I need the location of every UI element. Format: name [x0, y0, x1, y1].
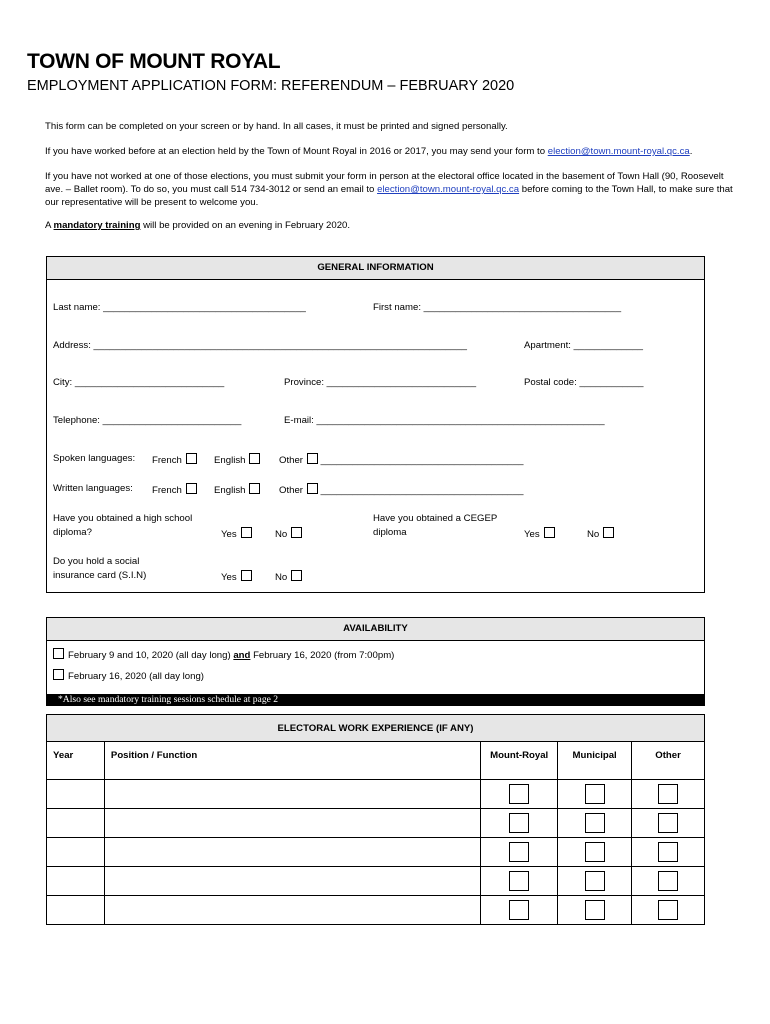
year-cell[interactable]: [47, 867, 105, 896]
high-school-question: Have you obtained a high school: [53, 513, 193, 524]
cegep-no[interactable]: No: [587, 527, 614, 540]
column-header-mount-royal: Mount-Royal: [481, 742, 558, 780]
checkbox-icon[interactable]: [585, 813, 605, 833]
position-cell[interactable]: [104, 867, 480, 896]
position-cell[interactable]: [104, 838, 480, 867]
year-cell[interactable]: [47, 780, 105, 809]
year-cell[interactable]: [47, 838, 105, 867]
table-row: [47, 867, 705, 896]
checkbox-icon[interactable]: [291, 527, 302, 538]
other-cell[interactable]: [632, 896, 705, 925]
checkbox-icon[interactable]: [53, 648, 64, 659]
other-cell[interactable]: [632, 780, 705, 809]
municipal-cell[interactable]: [558, 867, 632, 896]
sin-no[interactable]: No: [275, 570, 302, 583]
page-title: TOWN OF MOUNT ROYAL: [27, 50, 281, 73]
checkbox-icon[interactable]: [585, 784, 605, 804]
training-note-bar: *Also see mandatory training sessions schedule at page 2: [46, 694, 705, 706]
column-header-other: Other: [632, 742, 705, 780]
availability-option-2[interactable]: February 16, 2020 (all day long): [53, 669, 204, 682]
address-field[interactable]: Address: ______________________________________________________________________: [53, 340, 468, 351]
sin-question: Do you hold a social: [53, 556, 140, 567]
cegep-question: Have you obtained a CEGEP: [373, 513, 498, 524]
checkbox-icon[interactable]: [658, 871, 678, 891]
telephone-field[interactable]: Telephone: __________________________: [53, 415, 242, 426]
experience-heading: ELECTORAL WORK EXPERIENCE (IF ANY): [47, 715, 704, 742]
checkbox-icon[interactable]: [658, 842, 678, 862]
checkbox-icon[interactable]: [603, 527, 614, 538]
table-row: [47, 780, 705, 809]
cegep-yes[interactable]: Yes: [524, 527, 555, 540]
checkbox-icon[interactable]: [186, 453, 197, 464]
municipal-cell[interactable]: [558, 838, 632, 867]
experience-table: [46, 741, 705, 925]
intro-paragraph-1: This form can be completed on your screen or by hand. In all cases, it must be printed and signed personally.: [45, 121, 508, 132]
spoken-english-option[interactable]: English: [214, 453, 260, 466]
written-french-option[interactable]: French: [152, 483, 197, 496]
availability-option-1[interactable]: February 9 and 10, 2020 (all day long) and February 16, 2020 (from 7:00pm): [53, 648, 394, 661]
column-header-year: Year: [47, 742, 105, 780]
mandatory-training-text: mandatory training: [53, 220, 141, 231]
checkbox-icon[interactable]: [509, 900, 529, 920]
checkbox-icon[interactable]: [585, 900, 605, 920]
other-cell[interactable]: [632, 809, 705, 838]
checkbox-icon[interactable]: [291, 570, 302, 581]
written-other-line[interactable]: ______________________________________: [320, 485, 524, 496]
high-school-no[interactable]: No: [275, 527, 302, 540]
table-row: [47, 809, 705, 838]
spoken-other-option[interactable]: Other ______________________________________: [279, 455, 524, 466]
province-field[interactable]: Province: ____________________________: [284, 377, 477, 388]
checkbox-icon[interactable]: [509, 813, 529, 833]
written-english-option[interactable]: English: [214, 483, 260, 496]
email-link[interactable]: election@town.mount-royal.qc.ca: [377, 184, 520, 195]
email-field[interactable]: E-mail: ______________________________________________________: [284, 415, 605, 426]
checkbox-icon[interactable]: [307, 453, 318, 464]
checkbox-icon[interactable]: [241, 570, 252, 581]
general-information-heading: GENERAL INFORMATION: [47, 257, 704, 280]
checkbox-icon[interactable]: [585, 871, 605, 891]
availability-section: [46, 617, 705, 695]
year-cell[interactable]: [47, 809, 105, 838]
sin-question-2: insurance card (S.I.N): [53, 570, 147, 581]
table-row: [47, 838, 705, 867]
table-row: [47, 896, 705, 925]
intro-paragraph-2: If you have worked before at an election held by the Town of Mount Royal in 2016 or 2017, you may send your form to election@town.mount-royal.qc.ca.: [45, 146, 693, 157]
intro-paragraph-3: If you have not worked at one of those elections, you must submit your form in person at the electoral office located in the basement of Town Hall (90, Roosevelt ave. – Ballet room). To do so, you must call 514 734-3012 or send an email to election@town.mount-royal.qc.ca before coming to the Town Hall, to make sure that our representative will be present to welcome you.: [45, 171, 733, 208]
written-other-option[interactable]: Other ______________________________________: [279, 485, 524, 496]
position-cell[interactable]: [104, 780, 480, 809]
municipal-cell[interactable]: [558, 780, 632, 809]
mount-royal-cell[interactable]: [481, 809, 558, 838]
checkbox-icon[interactable]: [249, 483, 260, 494]
municipal-cell[interactable]: [558, 809, 632, 838]
other-cell[interactable]: [632, 838, 705, 867]
column-header-position: Position / Function: [104, 742, 480, 780]
postal-code-field[interactable]: Postal code: ____________: [524, 377, 644, 388]
checkbox-icon[interactable]: [658, 784, 678, 804]
availability-heading: AVAILABILITY: [47, 618, 704, 641]
mount-royal-cell[interactable]: [481, 780, 558, 809]
spoken-french-option[interactable]: French: [152, 453, 197, 466]
cegep-question-2: diploma: [373, 527, 407, 538]
sin-yes[interactable]: Yes: [221, 570, 252, 583]
checkbox-icon[interactable]: [509, 842, 529, 862]
mount-royal-cell[interactable]: [481, 867, 558, 896]
position-cell[interactable]: [104, 809, 480, 838]
checkbox-icon[interactable]: [241, 527, 252, 538]
page-subtitle: EMPLOYMENT APPLICATION FORM: REFERENDUM – FEBRUARY 2020: [27, 78, 515, 94]
checkbox-icon[interactable]: [509, 871, 529, 891]
first-name-field[interactable]: First name: _____________________________________: [373, 302, 622, 313]
checkbox-icon[interactable]: [658, 813, 678, 833]
apartment-field[interactable]: Apartment: _____________: [524, 340, 643, 351]
mount-royal-cell[interactable]: [481, 838, 558, 867]
position-cell[interactable]: [104, 896, 480, 925]
email-link[interactable]: election@town.mount-royal.qc.ca: [547, 146, 690, 157]
checkbox-icon[interactable]: [544, 527, 555, 538]
checkbox-icon[interactable]: [186, 483, 197, 494]
experience-section: [46, 714, 705, 742]
high-school-question-2: diploma?: [53, 527, 92, 538]
mount-royal-cell[interactable]: [481, 896, 558, 925]
checkbox-icon[interactable]: [658, 900, 678, 920]
spoken-other-line[interactable]: ______________________________________: [320, 455, 524, 466]
checkbox-icon[interactable]: [509, 784, 529, 804]
checkbox-icon[interactable]: [53, 669, 64, 680]
general-information-section: [46, 256, 705, 593]
year-cell[interactable]: [47, 896, 105, 925]
column-header-municipal: Municipal: [558, 742, 632, 780]
written-languages-label: Written languages:: [53, 483, 133, 494]
last-name-field[interactable]: Last name: ______________________________________: [53, 302, 306, 313]
intro-paragraph-4: A mandatory training will be provided on an evening in February 2020.: [45, 220, 351, 231]
checkbox-icon[interactable]: [307, 483, 318, 494]
checkbox-icon[interactable]: [249, 453, 260, 464]
high-school-yes[interactable]: Yes: [221, 527, 252, 540]
spoken-languages-label: Spoken languages:: [53, 453, 136, 464]
city-field[interactable]: City: ____________________________: [53, 377, 225, 388]
municipal-cell[interactable]: [558, 896, 632, 925]
checkbox-icon[interactable]: [585, 842, 605, 862]
other-cell[interactable]: [632, 867, 705, 896]
